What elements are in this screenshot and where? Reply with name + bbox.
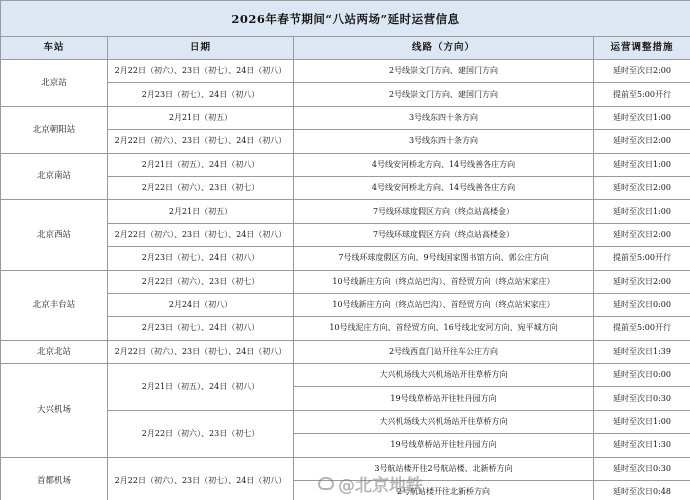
measure-cell: 延时至次日2:00 — [594, 270, 690, 293]
station-cell: 北京南站 — [1, 153, 108, 200]
route-cell: 10号线泥庄方向、首经贸方向、16号线北安河方向、宛平城方向 — [294, 317, 594, 340]
measure-cell: 延时至次日0:48 — [594, 481, 690, 500]
table-row — [1, 60, 690, 83]
measure-cell: 延时至次日1:39 — [594, 340, 690, 363]
measure-cell: 延时至次日0:30 — [594, 387, 690, 410]
date-cell: 2月23日（初七）、24日（初八） — [108, 317, 294, 340]
measure-cell: 延时至次日1:00 — [594, 410, 690, 433]
date-cell: 2月22日（初六）、23日（初七） — [108, 410, 294, 457]
route-cell: 4号线安河桥北方向、14号线善各庄方向 — [294, 153, 594, 176]
header-station: 车站 — [1, 37, 108, 60]
measure-cell: 延时至次日2:00 — [594, 130, 690, 153]
measure-cell: 提前至5:00开行 — [594, 247, 690, 270]
route-cell: 7号线环球度假区方向（终点站高楼金） — [294, 200, 594, 223]
route-cell: 7号线环球度假区方向、9号线国家图书馆方向、郭公庄方向 — [294, 247, 594, 270]
date-cell: 2月21日（初五） — [108, 200, 294, 223]
measure-cell: 延时至次日1:00 — [594, 153, 690, 176]
table-row — [1, 200, 690, 223]
watermark-text: @北京地铁 — [338, 475, 423, 496]
route-cell: 3号线东四十条方向 — [294, 106, 594, 129]
measure-cell: 延时至次日0:00 — [594, 364, 690, 387]
route-cell: 10号线新庄方向（终点站巴沟）、首经贸方向（终点站宋家庄） — [294, 293, 594, 316]
measure-cell: 延时至次日0:30 — [594, 457, 690, 480]
date-cell: 2月22日（初六）、23日（初七）、24日（初八） — [108, 223, 294, 246]
station-cell: 北京北站 — [1, 340, 108, 363]
station-cell: 北京站 — [1, 60, 108, 107]
route-cell: 2号航站楼开往北新桥方向 — [294, 481, 594, 500]
route-cell: 4号线安河桥北方向、14号线善各庄方向 — [294, 176, 594, 199]
table-row — [1, 106, 690, 129]
measure-cell: 延时至次日1:00 — [594, 200, 690, 223]
route-cell: 大兴机场线大兴机场站开往草桥方向 — [294, 364, 594, 387]
station-cell: 北京朝阳站 — [1, 106, 108, 153]
page-title: 2026年春节期间“八站两场”延时运营信息 — [1, 1, 690, 37]
date-cell: 2月22日（初六）、23日（初七）、24日（初八） — [108, 130, 294, 153]
route-cell: 19号线草桥站开往牡丹园方向 — [294, 387, 594, 410]
date-cell: 2月22日（初六）、23日（初七）、24日（初八） — [108, 340, 294, 363]
date-cell: 2月23日（初七）、24日（初八） — [108, 247, 294, 270]
route-cell: 大兴机场线大兴机场站开往草桥方向 — [294, 410, 594, 433]
station-cell: 首都机场 — [1, 457, 108, 500]
date-cell: 2月22日（初六）、23日（初七） — [108, 176, 294, 199]
table-row — [1, 457, 690, 480]
route-cell: 19号线草桥站开往牡丹园方向 — [294, 434, 594, 457]
table-row — [1, 340, 690, 363]
measure-cell: 提前至5:00开行 — [594, 317, 690, 340]
measure-cell: 延时至次日0:00 — [594, 293, 690, 316]
measure-cell: 提前至5:00开行 — [594, 83, 690, 106]
route-cell: 3号航站楼开往2号航站楼、北新桥方向 — [294, 457, 594, 480]
station-cell: 大兴机场 — [1, 364, 108, 458]
station-cell: 北京丰台站 — [1, 270, 108, 340]
table-row — [1, 364, 690, 387]
date-cell: 2月22日（初六）、23日（初七） — [108, 270, 294, 293]
measure-cell: 延时至次日1:30 — [594, 434, 690, 457]
header-measure: 运营调整措施 — [594, 37, 690, 60]
header-date: 日期 — [108, 37, 294, 60]
date-cell: 2月23日（初七）、24日（初八） — [108, 83, 294, 106]
table-row — [1, 270, 690, 293]
measure-cell: 延时至次日2:00 — [594, 176, 690, 199]
header-route: 线路（方向） — [294, 37, 594, 60]
route-cell: 2号线崇文门方向、建国门方向 — [294, 83, 594, 106]
date-cell: 2月24日（初八） — [108, 293, 294, 316]
measure-cell: 延时至次日1:00 — [594, 106, 690, 129]
route-cell: 2号线西直门站开往车公庄方向 — [294, 340, 594, 363]
route-cell: 3号线东四十条方向 — [294, 130, 594, 153]
route-cell: 2号线崇文门方向、建国门方向 — [294, 60, 594, 83]
measure-cell: 延时至次日2:00 — [594, 223, 690, 246]
date-cell: 2月22日（初六）、23日（初七）、24日（初八） — [108, 457, 294, 500]
date-cell: 2月21日（初五） — [108, 106, 294, 129]
date-cell: 2月21日（初五）、24日（初八） — [108, 153, 294, 176]
table-row — [1, 153, 690, 176]
route-cell: 10号线新庄方向（终点站巴沟）、首经贸方向（终点站宋家庄） — [294, 270, 594, 293]
route-cell: 7号线环球度假区方向（终点站高楼金） — [294, 223, 594, 246]
date-cell: 2月22日（初六）、23日（初七）、24日（初八） — [108, 60, 294, 83]
station-cell: 北京西站 — [1, 200, 108, 270]
date-cell: 2月21日（初五）、24日（初八） — [108, 364, 294, 411]
measure-cell: 延时至次日2:00 — [594, 60, 690, 83]
